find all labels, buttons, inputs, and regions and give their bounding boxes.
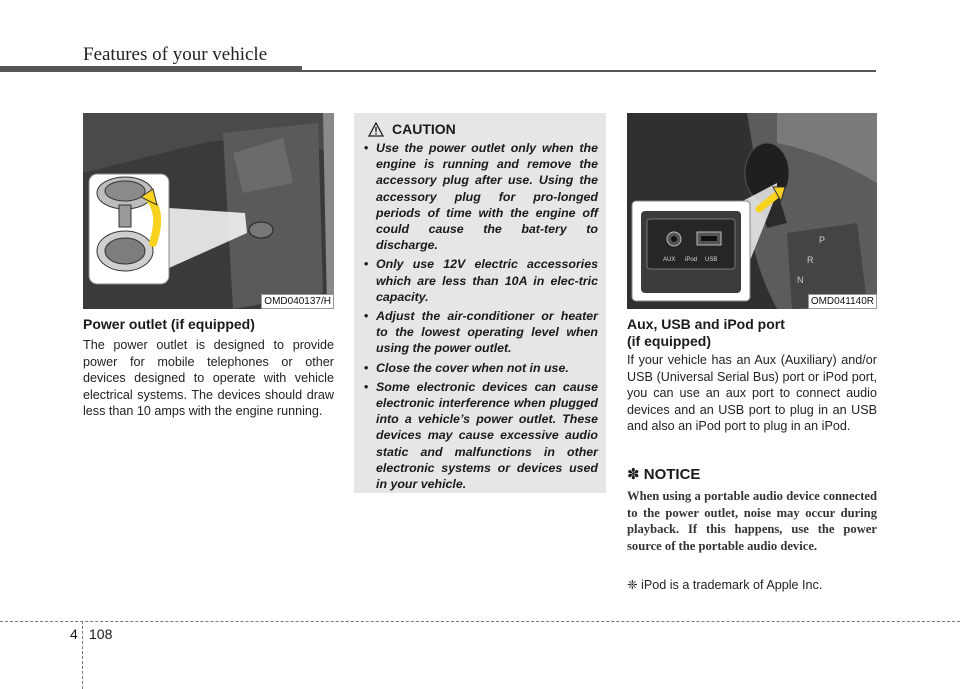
power-outlet-heading: Power outlet (if equipped) — [83, 316, 255, 332]
caution-title: CAUTION — [392, 121, 456, 137]
warning-triangle-icon — [368, 122, 384, 137]
aux-port-illustration — [627, 113, 877, 309]
caution-item: • Only use 12V electric accessories which are less than 10A in elec-tric capacity. — [364, 256, 598, 305]
header-rule — [0, 66, 302, 72]
page-header-title: Features of your vehicle — [83, 44, 268, 65]
port-label-ipod: iPod — [685, 257, 698, 263]
figure-caption: OMD040137/H — [261, 294, 334, 309]
aux-heading-line2: (if equipped) — [627, 333, 711, 349]
aux-port-figure — [627, 113, 877, 309]
power-outlet-body: The power outlet is designed to provide power for mobile telephones or other devices designed to operate with vehicle electrical systems. The devices should draw less than 10 amps with the engine running. — [83, 338, 334, 418]
notice-symbol-icon: ✽ — [627, 466, 640, 483]
svg-text:R: R — [807, 255, 814, 265]
notice-title — [627, 465, 700, 483]
caution-item: • Close the cover when not in use. — [364, 360, 598, 376]
caution-list — [364, 140, 598, 492]
aux-heading — [627, 316, 785, 350]
page-number: 108 — [89, 626, 113, 642]
notice-title-text: NOTICE — [643, 466, 701, 483]
caution-item: • Adjust the air-conditioner or heater to the lowest operating level when using the power outlet. — [364, 308, 598, 357]
power-outlet-illustration — [83, 113, 334, 309]
caution-title-row — [368, 121, 598, 137]
figure-caption: OMD041140R — [808, 294, 877, 309]
svg-text:P: P — [819, 235, 826, 245]
port-label-aux: AUX — [663, 257, 676, 263]
caution-item: • Use the power outlet only when the engine is running and remove the accessory plug after use. Using the accessory plug for pro-longed periods of time with the engine off could cause the bat-tery to discharge. — [364, 140, 598, 253]
port-label-usb: USB — [705, 257, 718, 263]
chapter-number: 4 — [70, 626, 78, 642]
footer-divider — [82, 621, 83, 689]
header-rule-thin — [302, 70, 876, 72]
footer-rule — [0, 621, 960, 622]
power-outlet-figure — [83, 113, 334, 309]
notice-body: When using a portable audio device connected to the power outlet, noise may occur during playback. If this happens, use the power source of the portable audio device. — [627, 489, 877, 553]
aux-body: If your vehicle has an Aux (Auxiliary) and/or USB (Universal Serial Bus) port or iPod port, you can use an aux port to connect audio devices and an USB port to plug in an USB and also an iPod port to plug in an iPod. — [627, 353, 877, 433]
caution-item: • Some electronic devices can cause electronic interference when plugged into a vehicle’s power outlet. These devices may cause excessive audio static and malfunctions in other electronic systems or devices used in your vehicle. — [364, 379, 598, 492]
aux-heading-line1: Aux, USB and iPod port — [627, 316, 785, 332]
svg-text:N: N — [797, 275, 804, 285]
caution-box — [354, 113, 606, 493]
trademark-note: ❈ iPod is a trademark of Apple Inc. — [627, 578, 823, 592]
